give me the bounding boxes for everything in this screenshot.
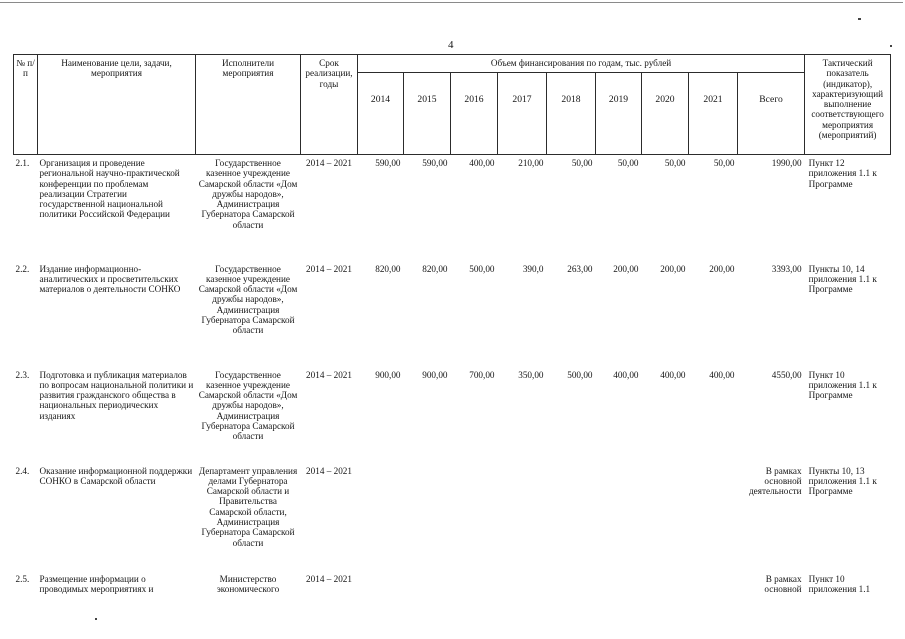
value-2021: 50,00 (713, 158, 735, 168)
header-year-2016: 2016 (451, 73, 498, 155)
value-2016 (451, 463, 498, 571)
value-2016 (451, 571, 498, 611)
value-2015 (404, 571, 451, 611)
scan-speck (858, 18, 861, 20)
header-term: Срок реализации, годы (301, 55, 358, 155)
value-2015: 820,00 (422, 263, 448, 274)
row-number: 2.2. (15, 263, 30, 274)
indicator: Пункт 10 приложения 1.1 к Программе (808, 369, 877, 401)
executor: Государственное казенное учреждение Самарской области «Дом дружбы народов», Администрация Губернатора Самарской области (198, 369, 298, 442)
value-2016: 700,00 (469, 369, 495, 380)
scan-speck (890, 45, 892, 47)
indicator: Пункт 10 приложения 1.1 (808, 573, 871, 594)
value-2014 (358, 571, 404, 611)
header-year-2015: 2015 (404, 73, 451, 155)
value-2014: 900,00 (375, 369, 401, 380)
value-2017: 210,00 (518, 158, 544, 168)
executor: Департамент управления делами Губернатора Самарской области и Правительства Самарской области, Администрация Губернатора Самарской области (198, 465, 298, 548)
value-2020: 200,00 (660, 263, 686, 274)
activity-name: Организация и проведение региональной научно-практической конференции по проблемам реализации Стратегии государственной национальной политики Российской Федерации (39, 158, 180, 220)
table-row (14, 261, 891, 367)
executor: Государственное казенное учреждение Самарской области «Дом дружбы народов», Администрация Губернатора Самарской области (198, 263, 298, 336)
table-row (14, 571, 891, 611)
executor: Государственное казенное учреждение Самарской области «Дом дружбы народов», Администрация Губернатора Самарской области (198, 158, 298, 230)
activity-name: Оказание информационной поддержки СОНКО в Самарской области (39, 465, 193, 486)
value-2016: 400,00 (469, 158, 495, 168)
page-top-edge (0, 2, 903, 3)
value-2019 (596, 463, 642, 571)
value-total: 1990,00 (771, 158, 802, 168)
value-2021: 200,00 (709, 263, 735, 274)
value-2016: 500,00 (469, 263, 495, 274)
value-2017: 350,00 (518, 369, 544, 380)
value-2015: 590,00 (422, 158, 448, 168)
value-2019: 50,00 (617, 158, 639, 168)
indicator: Пункты 10, 13 приложения 1.1 к Программе (808, 465, 877, 497)
activity-name: Подготовка и публикация материалов по вопросам национальной политики и развития гражданского общества в национальных периодических изданиях (39, 369, 194, 421)
row-number: 2.4. (15, 465, 30, 476)
term: 2014 – 2021 (306, 263, 352, 274)
executor: Министерство экономического (216, 573, 280, 594)
header-funding: Объем финансирования по годам, тыс. рублей (358, 55, 805, 73)
row-number: 2.5. (15, 573, 30, 584)
value-total: В рамках основной деятельности (749, 465, 802, 497)
header-year-2018: 2018 (547, 73, 596, 155)
value-2018 (547, 463, 596, 571)
header-year-2019: 2019 (596, 73, 642, 155)
funding-table (13, 54, 891, 611)
term: 2014 – 2021 (306, 369, 352, 380)
value-2020: 400,00 (660, 369, 686, 380)
header-indicator: Тактический показатель (индикатор), характеризующий выполнение соответствующего мероприятия (мероприятий) (805, 55, 891, 155)
value-total: 4550,00 (771, 369, 802, 380)
header-executors: Исполнители мероприятия (196, 55, 301, 155)
value-2018: 500,00 (567, 369, 593, 380)
term: 2014 – 2021 (306, 465, 352, 476)
value-2021: 400,00 (709, 369, 735, 380)
table-row (14, 463, 891, 571)
scan-speck (95, 618, 97, 620)
activity-name: Размещение информации о проводимых мероприятиях и (39, 573, 154, 594)
indicator: Пункты 10, 14 приложения 1.1 к Программе (808, 263, 877, 295)
row-number: 2.1. (15, 158, 30, 168)
value-total: В рамках основной (764, 573, 802, 594)
table-row (14, 367, 891, 463)
value-2021 (689, 571, 738, 611)
value-total: 3393,00 (771, 263, 802, 274)
value-2019 (596, 571, 642, 611)
value-2018: 263,00 (567, 263, 593, 274)
header-name: Наименование цели, задачи, мероприятия (38, 55, 196, 155)
term: 2014 – 2021 (306, 573, 352, 584)
value-2017 (498, 463, 547, 571)
activity-name: Издание информационно-аналитических и просветительских материалов о деятельности СОНКО (39, 263, 181, 295)
value-2017: 390,0 (522, 263, 544, 274)
value-2018: 50,00 (571, 158, 593, 168)
value-2014 (358, 463, 404, 571)
value-2015: 900,00 (422, 369, 448, 380)
term: 2014 – 2021 (306, 158, 352, 168)
header-year-2021: 2021 (689, 73, 738, 155)
header-year-2014: 2014 (358, 73, 404, 155)
value-2019: 400,00 (613, 369, 639, 380)
value-2014: 820,00 (375, 263, 401, 274)
row-number: 2.3. (15, 369, 30, 380)
header-year-2017: 2017 (498, 73, 547, 155)
value-2020 (642, 463, 689, 571)
value-2019: 200,00 (613, 263, 639, 274)
value-2020: 50,00 (664, 158, 686, 168)
value-2020 (642, 571, 689, 611)
value-2017 (498, 571, 547, 611)
indicator: Пункт 12 приложения 1.1 к Программе (808, 158, 877, 189)
value-2021 (689, 463, 738, 571)
header-year-2020: 2020 (642, 73, 689, 155)
header-total: Всего (738, 73, 805, 155)
header-num: № п/п (14, 55, 38, 155)
value-2015 (404, 463, 451, 571)
table-row (14, 155, 891, 261)
page-number: 4 (448, 39, 454, 51)
value-2018 (547, 571, 596, 611)
value-2014: 590,00 (375, 158, 401, 168)
